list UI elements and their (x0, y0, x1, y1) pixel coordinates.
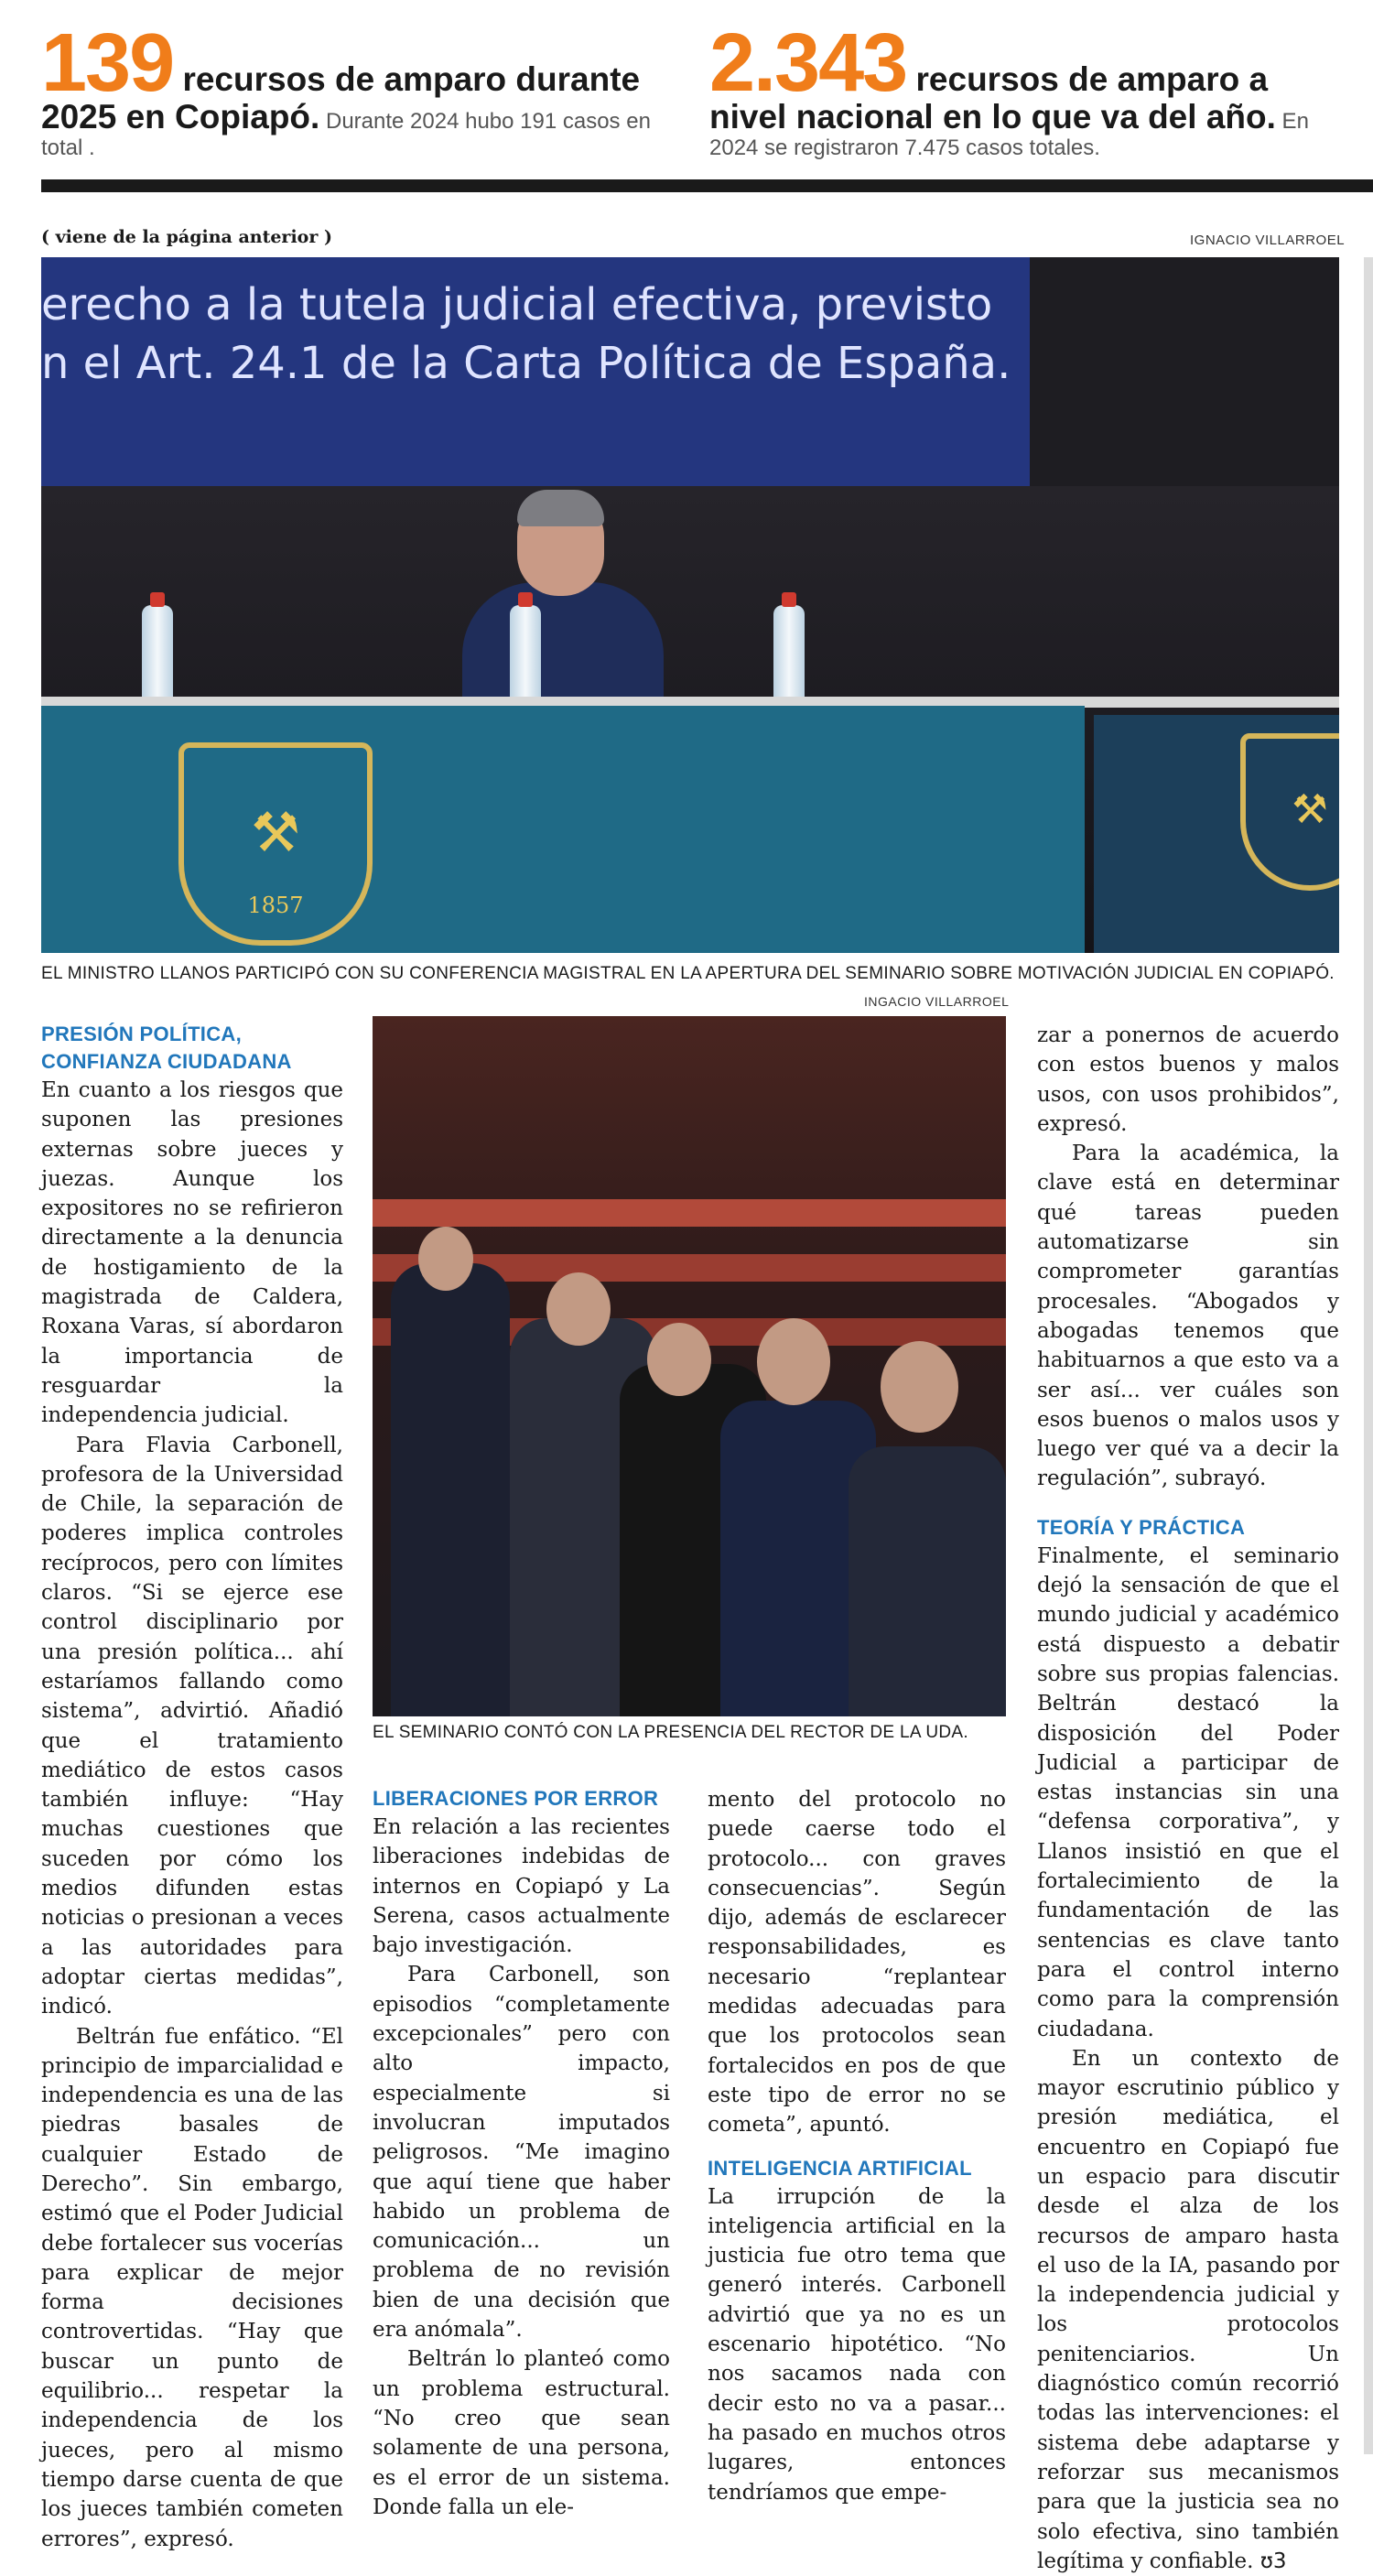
paragraph: Para Carbonell, son episodios “completamente excepcionales” pero con alto impacto, especialmente si involucran imputados peligrosos. “Me imagino que aquí tiene que haber habido un problema de comunicación... un problema de no revisión bien de una decisión que era anómala”. (373, 1963, 670, 2343)
header-rule (41, 179, 1373, 192)
paragraph: mento del protocolo no puede caerse todo el protocolo... con graves consecuencias”. Según dijo, además de esclarecer responsabilidades, es necesario “replantear medidas adecuadas para que los protocolos sean fortalecidos en pos de que este tipo de error no se cometa”, apuntó. (708, 1788, 1006, 2138)
section-heading: LIBERACIONES POR ERROR (373, 1787, 659, 1810)
screen-line: erecho a la tutela judicial efectiva, previsto (41, 279, 993, 330)
speaker-figure (462, 486, 664, 706)
section-heading: PRESIÓN POLÍTICA, CONFIANZA CIUDADANA (41, 1023, 292, 1073)
section-heading: INTELIGENCIA ARTIFICIAL (708, 2156, 972, 2180)
stage-table (41, 706, 1085, 953)
article-column-1 (41, 1021, 343, 2554)
article-column-3-lower (708, 1785, 1006, 2507)
paragraph: En un contexto de mayor escrutinio público y presión mediática, el encuentro en Copiapó fue un espacio para discutir desde el alza de los recursos de amparo hasta el uso de la IA, pasando por la independencia judicial y los protocolos penitenciarios. Un diagnóstico común recorrió todas las intervenciones: el sistema debe adaptarse y reforzar sus mecanismos para que la justicia sea no solo efectiva, sino también legítima y confiable. ʊ3 (1037, 2046, 1339, 2573)
water-bottle-icon (773, 605, 805, 706)
paragraph: Para la académica, la clave está en determinar qué tareas pueden automatizarse sin comprometer garantías procesales. “Abogados y abogadas tenemos que habituarnos a que esto va a ser así... ver cuáles son esos buenos o malos usos y luego ver qué va a decir la regulación”, subrayó. (1037, 1142, 1339, 1491)
page-edge (1364, 257, 1373, 2454)
water-bottle-icon (142, 605, 173, 706)
paragraph: zar a ponernos de acuerdo con estos buenos y malos usos, con usos prohibidos”, expresó. (1037, 1023, 1339, 1136)
stat-block-nacional (709, 17, 1350, 161)
stat-headline: recursos de amparo durante 2025 en Copiapó. (41, 60, 641, 135)
paragraph: La irrupción de la inteligencia artificial en la justicia fue otro tema que generó interés. Carbonell advirtió que ya no es un escenario hipotético. “No nos sacamos nada con decir esto no va a pasar... ha pasado en muchos otros lugares, entonces tendríamos que empe- (708, 2184, 1006, 2505)
water-bottle-icon (510, 605, 541, 706)
photo-credit: INGACIO VILLARROEL (860, 994, 1012, 1009)
screen-line: n el Art. 24.1 de la Carta Política de España. (41, 338, 1011, 389)
article-column-4 (1037, 1021, 1339, 2576)
photo-audience (373, 1016, 1006, 1716)
photo-caption: EL MINISTRO LLANOS PARTICIPÓ CON SU CONFERENCIA MAGISTRAL EN LA APERTURA DEL SEMINARIO SOBRE MOTIVACIÓN JUDICIAL EN COPIAPÓ. (41, 964, 1335, 983)
stat-number: 2.343 (709, 17, 907, 109)
photo-caption: EL SEMINARIO CONTÓ CON LA PRESENCIA DEL RECTOR DE LA UDA. (373, 1723, 968, 1742)
continued-note: ( viene de la página anterior ) (41, 227, 332, 247)
paragraph: En relación a las recientes liberaciones indebidas de internos en Copiapó y La Serena, casos actualmente bajo investigación. (373, 1815, 670, 1958)
stat-note: Durante 2024 hubo 191 casos en total . (41, 109, 651, 160)
paragraph: Finalmente, el seminario dejó la sensación de que el mundo judicial y académico está dispuesto a debatir sobre sus propias falencias. Beltrán destacó la disposición del Poder Judicial a participar de estas instancias sin una “defensa corporativa”, y Llanos insistió en que el fortalecimiento de la fundamentación de las sentencias es clave tanto para el control interno como para la comprensión ciudadana. (1037, 1543, 1339, 2041)
projection-screen (41, 257, 1030, 486)
university-seal-icon: ⚒ 1857 (178, 742, 373, 946)
stat-headline: recursos de amparo a nivel nacional en lo que va del año. (709, 60, 1276, 135)
paragraph: Beltrán lo planteó como un problema estructural. “No creo que sean solamente de una persona, es el error de un sistema. Donde falla un ele- (373, 2347, 670, 2519)
paragraph: En cuanto a los riesgos que suponen las presiones externas sobre jueces y juezas. Aunque los expositores no se refirieron directamente a la denuncia de hostigamiento de la magistrada de Caldera, Roxana Varas, sí abordaron la importancia de resguardar la independencia judicial. (41, 1078, 343, 1428)
university-seal-icon: ⚒ (1240, 733, 1339, 891)
paragraph: Para Flavia Carbonell, profesora de la Universidad de Chile, la separación de poderes implica controles recíprocos, pero con límites claros. “Si se ejerce ese control disciplinario por una presión política... ahí estaríamos fallando como sistema”, advirtió. Añadió que el tratamiento mediático de estos casos también influye: “Hay muchas cuestiones que suceden por cómo los medios difunden estas noticias o presionan a veces a las autoridades para adoptar ciertas medidas”, indicó. (41, 1433, 343, 2019)
paragraph: Beltrán fue enfático. “El principio de imparcialidad e independencia es una de las piedras basales de cualquier Estado de Derecho”. Sin embargo, estimó que el Poder Judicial debe fortalecer sus vocerías para explicar de mejor forma decisiones controvertidas. “Hay que buscar un punto de equilibrio... respetar la independencia de los jueces, pero al mismo tiempo darse cuenta de que los jueces también cometen errores”, expresó. (41, 2024, 343, 2551)
side-table (1094, 715, 1339, 953)
stat-number: 139 (41, 17, 174, 109)
photo-credit: IGNACIO VILLARROEL (1190, 233, 1346, 248)
stat-note: En 2024 se registraron 7.475 casos totales. (709, 109, 1309, 160)
end-mark-icon: ʊ3 (1259, 2549, 1287, 2573)
stat-block-copiapo (41, 17, 673, 161)
photo-conference-stage (41, 257, 1339, 953)
article-column-2 (373, 1785, 670, 2522)
section-heading: TEORÍA Y PRÁCTICA (1037, 1515, 1246, 1539)
